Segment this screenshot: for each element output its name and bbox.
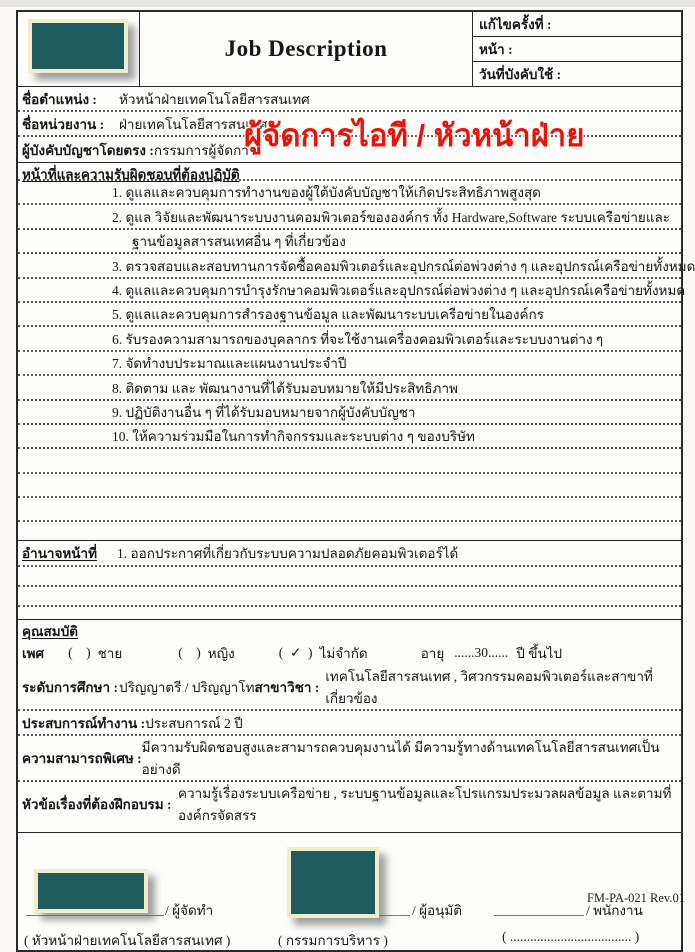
experience-label: ประสบการณ์ทำงาน : [22, 715, 146, 731]
qualifications-title: คุณสมบัติ [22, 624, 79, 640]
employee-signature-line [494, 915, 584, 916]
signature-section [18, 832, 681, 950]
major-label: สาขาวิชา : [254, 680, 320, 696]
maker-role-label: / ผู้จัดทำ [165, 903, 214, 919]
checkbox-male: ( ) [68, 644, 91, 660]
duty-item: 6. รับรองความสามารถของบุคลากร ที่จะใช้งานเครื่องคอมพิวเตอร์และระบบงานต่าง ๆ [18, 327, 681, 351]
duty-item-continuation: ฐานข้อมูลสารสนเทศอื่น ๆ ที่เกี่ยวข้อง [18, 230, 681, 254]
education-label: ระดับการศึกษา : [22, 680, 118, 696]
special-skills-value: มีความรับผิดชอบสูงและสามารถควบคุมงานได้ มีความรู้ทางด้านเทคโนโลยีสารสนเทศเป็นอย่างดี [141, 740, 660, 778]
employee-position-title: ( .................................... ) [502, 929, 640, 945]
red-annotation-text: ผู้จัดการไอที / หัวหน้าฝ่าย [244, 118, 585, 153]
duties-section-title: หน้าที่และความรับผิดชอบที่ต้องปฏิบัติ [18, 163, 681, 181]
age-suffix: ปี ขึ้นไป [516, 645, 563, 661]
gender-row [18, 640, 681, 665]
effective-date-field: วันที่บังคับใช้ : [479, 67, 562, 82]
employee-role-label: / พนักงาน [586, 903, 643, 919]
form-code: FM-PA-021 Rev.01 [586, 891, 685, 905]
duty-item: 3. ตรวจสอบและสอบทานการจัดซื้อคอมพิวเตอร์และอุปกรณ์ต่อพ่วงต่าง ๆ และอุปกรณ์เครือข่ายทั้งหมด [18, 254, 681, 278]
checkbox-female: ( ) [178, 644, 201, 660]
duty-item: 8. ติดตาม และ พัฒนางานที่ได้รับมอบหมายให้มีประสิทธิภาพ [18, 376, 681, 400]
blank-dotted-line [18, 587, 681, 607]
duty-item: 9. ปฏิบัติงานอื่น ๆ ที่ได้รับมอบหมายจากผู้บังคับบัญชา [18, 401, 681, 425]
department-value: ฝ่ายเทคโนโลยีสารสนเทศ [119, 116, 268, 132]
supervisor-label: ผู้บังคับบัญชาโดยตรง : [22, 142, 154, 158]
approver-position-title: ( กรรมการบริหาร ) [278, 933, 388, 949]
maker-signature-line [26, 915, 164, 916]
redacted-maker-signature [34, 869, 148, 913]
qualifications-section [18, 619, 681, 832]
approver-role-label: / ผู้อนุมัติ [412, 903, 463, 919]
duties-section [18, 162, 695, 540]
maker-position-title: ( หัวหน้าฝ่ายเทคโนโลยีสารสนเทศ ) [24, 933, 231, 949]
gender-label: เพศ [22, 645, 45, 661]
education-value: ปริญญาตรี / ปริญญาโท [119, 680, 255, 696]
duty-item: 2. ดูแล วิจัยและพัฒนาระบบงานคอมพิวเตอร์ขององค์กร ทั้ง Hardware,Software ระบบเครือข่ายและ [18, 205, 681, 229]
authority-item: 1. ออกประกาศที่เกี่ยวกับระบบความปลอดภัยคอมพิวเตอร์ได้ [117, 546, 459, 562]
position-label: ชื่อตำแหน่ง : [22, 91, 97, 107]
duty-item: 5. ดูแลและควบคุมการสำรองฐานข้อมูล และพัฒนาระบบเครือข่ายในองค์กร [18, 303, 681, 327]
gender-option-female: หญิง [207, 645, 235, 661]
blank-dotted-line [18, 474, 681, 498]
age-value: ......30...... [454, 644, 509, 660]
scan-edge [0, 0, 695, 7]
supervisor-value: กรรมการผู้จัดการ [153, 142, 257, 158]
training-value: ความรู้เรื่องระบบเครือข่าย , ระบบฐานข้อมูลและโปรแกรมประมวลผลข้อมูล และตามที่องค์กรจัดสรร [178, 786, 672, 824]
duty-item: 1. ดูแลและควบคุมการทำงานของผู้ใต้บังคับบัญชาให้เกิดประสิทธิภาพสูงสุด [18, 181, 681, 205]
title-cell [140, 12, 472, 86]
redacted-approver-signature [287, 847, 379, 918]
education-row [18, 665, 681, 711]
experience-value: ประสบการณ์ 2 ปี [145, 715, 243, 731]
experience-row [18, 711, 681, 736]
department-label: ชื่อหน่วยงาน : [22, 116, 105, 132]
document-title: Job Description [224, 36, 388, 61]
gender-option-male: ชาย [97, 645, 123, 661]
special-skills-label: ความสามารถพิเศษ : [22, 751, 142, 767]
position-row [18, 87, 681, 112]
special-skills-row [18, 736, 681, 782]
form-header [18, 12, 681, 86]
duty-item: 7. จัดทำงบประมาณและแผนงานประจำปี [18, 352, 681, 376]
position-value: หัวหน้าฝ่ายเทคโนโลยีสารสนเทศ [119, 91, 310, 107]
major-value: เทคโนโลยีสารสนเทศ , วิศวกรรมคอมพิวเตอร์และสาขาที่เกี่ยวข้อง [325, 669, 653, 707]
gender-option-unrestricted: ไม่จำกัด [319, 645, 368, 661]
page-number-field: หน้า : [473, 37, 681, 62]
blank-dotted-line [18, 498, 681, 522]
redacted-company-logo [28, 19, 128, 73]
authority-label: อำนาจหน้าที่ [22, 546, 98, 562]
training-row [18, 782, 681, 826]
logo-cell [18, 12, 140, 86]
blank-dotted-line [18, 567, 681, 587]
duty-item: 10. ให้ความร่วมมือในการทำกิจกรรมและระบบต่าง ๆ ของบริษัท [18, 425, 681, 449]
checkbox-unrestricted: ( ✓ ) [278, 644, 313, 660]
age-label: อายุ [420, 645, 445, 661]
authority-section [18, 540, 681, 619]
blank-dotted-line [18, 449, 681, 473]
duty-item: 4. ดูแลและควบคุมการบำรุงรักษาคอมพิวเตอร์และอุปกรณ์ต่อพ่วงต่าง ๆ และอุปกรณ์เครือข่ายทั้งหมด [18, 279, 681, 303]
training-label: หัวข้อเรื่องที่ต้องฝึกอบรม : [22, 797, 172, 813]
authority-row [18, 541, 681, 567]
revision-number-field: แก้ไขครั้งที่ : [473, 12, 681, 37]
revision-info-cell [472, 12, 681, 86]
